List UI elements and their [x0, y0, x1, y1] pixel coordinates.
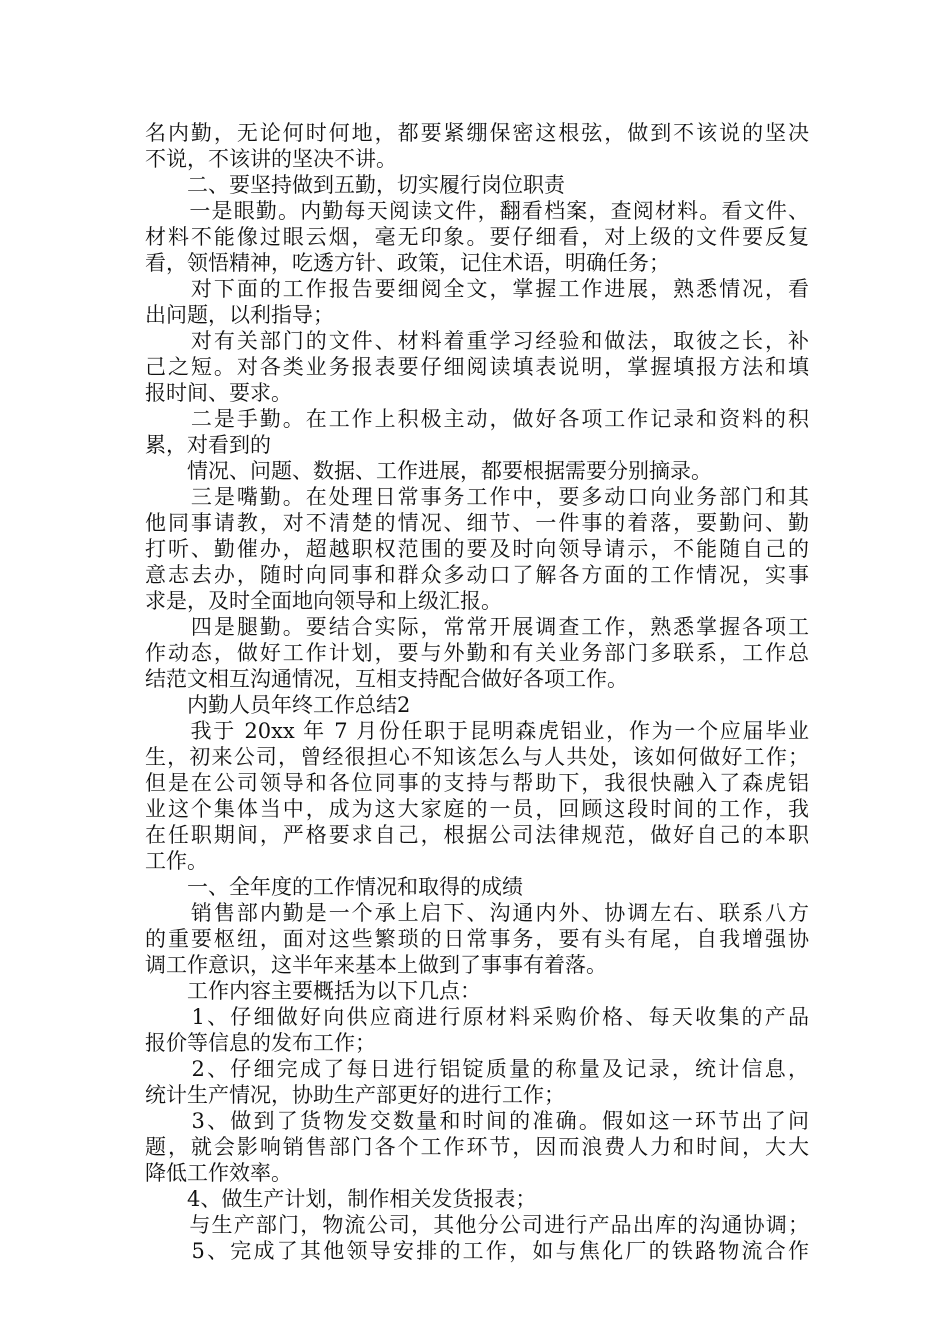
text-line: 在任职期间，严格要求自己，根据公司法律规范，做好自己的本职 — [145, 823, 809, 847]
text-line: 对下面的工作报告要细阅全文，掌握工作进展，熟悉情况，看 — [145, 277, 809, 301]
text-line: 报价等信息的发布工作； — [145, 1031, 376, 1055]
text-line: 工作。 — [145, 849, 208, 873]
text-line: 4、做生产计划，制作相关发货报表； — [145, 1187, 537, 1211]
text-line: 1、仔细做好向供应商进行原材料采购价格、每天收集的产品 — [145, 1005, 809, 1029]
document-page — [145, 120, 809, 1264]
text-line: 材料不能像过眼云烟，毫无印象。要仔细看，对上级的文件要反复 — [145, 225, 809, 249]
text-line: 工作内容主要概括为以下几点： — [145, 979, 481, 1003]
text-line: 看，领悟精神，吃透方针、政策，记住术语，明确任务； — [145, 251, 670, 275]
text-line: 四是腿勤。要结合实际，常常开展调查工作，熟悉掌握各项工 — [145, 615, 809, 639]
text-line: 题，就会影响销售部门各个工作环节，因而浪费人力和时间，大大 — [145, 1135, 809, 1159]
text-line: 情况、问题、数据、工作进展，都要根据需要分别摘录。 — [145, 459, 712, 483]
text-line: 我于 20xx 年 7 月份任职于昆明森虎铝业，作为一个应届毕业 — [145, 719, 809, 743]
text-line: 3、做到了货物发交数量和时间的准确。假如这一环节出了问 — [145, 1109, 809, 1133]
text-line: 一是眼勤。内勤每天阅读文件，翻看档案，查阅材料。看文件、 — [145, 199, 809, 223]
text-line: 5、完成了其他领导安排的工作，如与焦化厂的铁路物流合作 — [145, 1239, 809, 1263]
text-line: 意志去办，随时向同事和群众多动口了解各方面的工作情况，实事 — [145, 563, 809, 587]
text-line: 业这个集体当中，成为这大家庭的一员，回顾这段时间的工作，我 — [145, 797, 809, 821]
text-line: 求是，及时全面地向领导和上级汇报。 — [145, 589, 502, 613]
text-line: 对有关部门的文件、材料着重学习经验和做法，取彼之长，补 — [145, 329, 809, 353]
text-line: 报时间、要求。 — [145, 381, 292, 405]
text-line: 出问题，以利指导； — [145, 303, 334, 327]
text-line: 一、全年度的工作情况和取得的成绩 — [145, 875, 523, 899]
text-line: 统计生产情况，协助生产部更好的进行工作； — [145, 1083, 565, 1107]
text-line: 二是手勤。在工作上积极主动，做好各项工作记录和资料的积 — [145, 407, 809, 431]
text-line: 不说，不该讲的坚决不讲。 — [145, 147, 397, 171]
text-line: 销售部内勤是一个承上启下、沟通内外、协调左右、联系八方 — [145, 901, 809, 925]
text-line: 己之短。对各类业务报表要仔细阅读填表说明，掌握填报方法和填 — [145, 355, 809, 379]
text-line: 但是在公司领导和各位同事的支持与帮助下，我很快融入了森虎铝 — [145, 771, 809, 795]
text-line: 作动态，做好工作计划，要与外勤和有关业务部门多联系，工作总 — [145, 641, 809, 665]
text-line: 累，对看到的 — [145, 433, 271, 457]
text-line: 调工作意识，这半年来基本上做到了事事有着落。 — [145, 953, 607, 977]
text-line: 生，初来公司，曾经很担心不知该怎么与人共处，该如何做好工作； — [145, 745, 809, 769]
text-line: 二、要坚持做到五勤，切实履行岗位职责 — [145, 173, 565, 197]
text-line: 打听、勤催办，超越职权范围的要及时向领导请示，不能随自己的 — [145, 537, 809, 561]
text-line: 的重要枢纽，面对这些繁琐的日常事务，要有头有尾，自我增强协 — [145, 927, 809, 951]
text-line: 结范文相互沟通情况，互相支持配合做好各项工作。 — [145, 667, 628, 691]
text-line: 内勤人员年终工作总结2 — [145, 693, 411, 717]
text-line: 他同事请教，对不清楚的情况、细节、一件事的着落，要勤问、勤 — [145, 511, 809, 535]
text-line: 三是嘴勤。在处理日常事务工作中，要多动口向业务部门和其 — [145, 485, 809, 509]
text-line: 名内勤，无论何时何地，都要紧绷保密这根弦，做到不该说的坚决 — [145, 121, 809, 145]
text-line: 降低工作效率。 — [145, 1161, 292, 1185]
text-line: 2、仔细完成了每日进行铝锭质量的称量及记录，统计信息， — [145, 1057, 809, 1081]
text-line: 与生产部门，物流公司，其他分公司进行产品出库的沟通协调； — [145, 1213, 809, 1237]
